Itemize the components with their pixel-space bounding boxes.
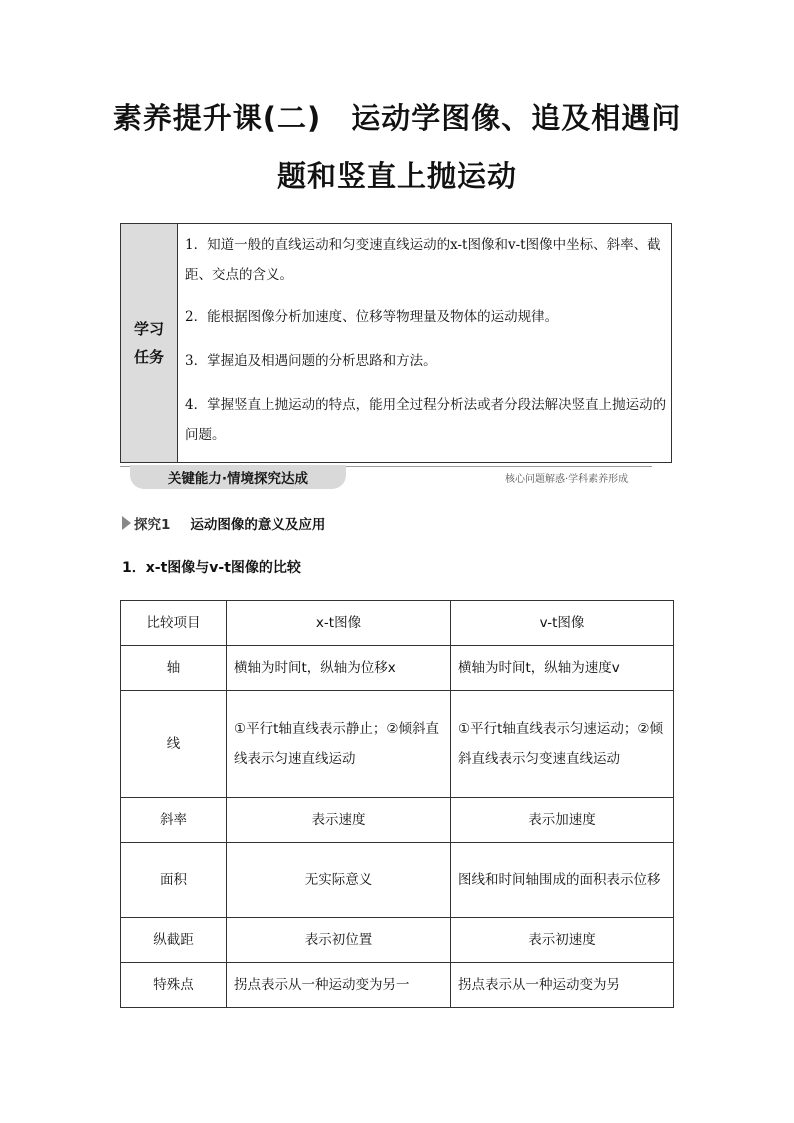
table-cell: 图线和时间轴围成的面积表示位移 — [451, 843, 674, 918]
study-task-label-line-2: 任务 — [133, 348, 164, 366]
table-cell: 斜率 — [121, 798, 227, 843]
study-task-box — [120, 223, 672, 463]
table-cell: 表示速度 — [227, 798, 451, 843]
study-task-list — [185, 230, 669, 464]
study-task-item-3: 3．掌握追及相遇问题的分析思路和方法。 — [185, 353, 437, 369]
page-title-line-1: 素养提升课(二) 运动学图像、追及相遇问 — [112, 101, 682, 135]
table-cell: 轴 — [121, 646, 227, 691]
table-cell: 无实际意义 — [227, 843, 451, 918]
study-task-item-4: 4．掌握竖直上抛运动的特点，能用全过程分析法或者分段法解决竖直上抛运动的问题。 — [185, 397, 667, 443]
table-row — [121, 843, 674, 918]
table-row — [121, 963, 674, 1008]
table-cell: 纵截距 — [121, 918, 227, 963]
table-cell: ①平行t轴直线表示静止；②倾斜直线表示匀速直线运动 — [227, 691, 451, 798]
study-task-label-line-1: 学习 — [133, 320, 164, 338]
table-cell: 特殊点 — [121, 963, 227, 1008]
table-cell: 表示加速度 — [451, 798, 674, 843]
table-row — [121, 798, 674, 843]
table-cell: 横轴为时间t，纵轴为位移x — [227, 646, 451, 691]
table-header-cell: x-t图像 — [227, 601, 451, 646]
table-row — [121, 918, 674, 963]
table-row — [121, 646, 674, 691]
table-cell: 横轴为时间t，纵轴为速度v — [451, 646, 674, 691]
triangle-arrow-icon — [122, 516, 131, 530]
table-header-cell: 比较项目 — [121, 601, 227, 646]
study-task-label — [121, 224, 178, 462]
table-cell: 表示初速度 — [451, 918, 674, 963]
table-header-row — [121, 601, 674, 646]
explore-title: 运动图像的意义及应用 — [190, 517, 326, 533]
section-banner: 关键能力·情境探究达成 — [130, 465, 346, 489]
table-cell: 面积 — [121, 843, 227, 918]
comparison-table — [120, 600, 674, 1008]
table-cell: 拐点表示从一种运动变为另 — [451, 963, 674, 1008]
table-header-cell: v-t图像 — [451, 601, 674, 646]
table-cell: 拐点表示从一种运动变为另一 — [227, 963, 451, 1008]
section-banner-note: 核心问题解惑·学科素养形成 — [505, 474, 629, 485]
study-task-item-1: 1．知道一般的直线运动和匀变速直线运动的x-t图像和v-t图像中坐标、斜率、截距、交点的含义。 — [185, 237, 661, 283]
table-row — [121, 691, 674, 798]
table-cell: ①平行t轴直线表示匀速运动；②倾斜直线表示匀变速直线运动 — [451, 691, 674, 798]
study-task-item-2: 2．能根据图像分析加速度、位移等物理量及物体的运动规律。 — [185, 309, 559, 325]
subheading: 1．x-t图像与v-t图像的比较 — [122, 560, 301, 576]
explore-tag: 探究1 — [134, 517, 171, 533]
table-cell: 线 — [121, 691, 227, 798]
table-cell: 表示初位置 — [227, 918, 451, 963]
page-title-line-2: 题和竖直上抛运动 — [276, 159, 517, 193]
explore-heading — [122, 513, 325, 533]
